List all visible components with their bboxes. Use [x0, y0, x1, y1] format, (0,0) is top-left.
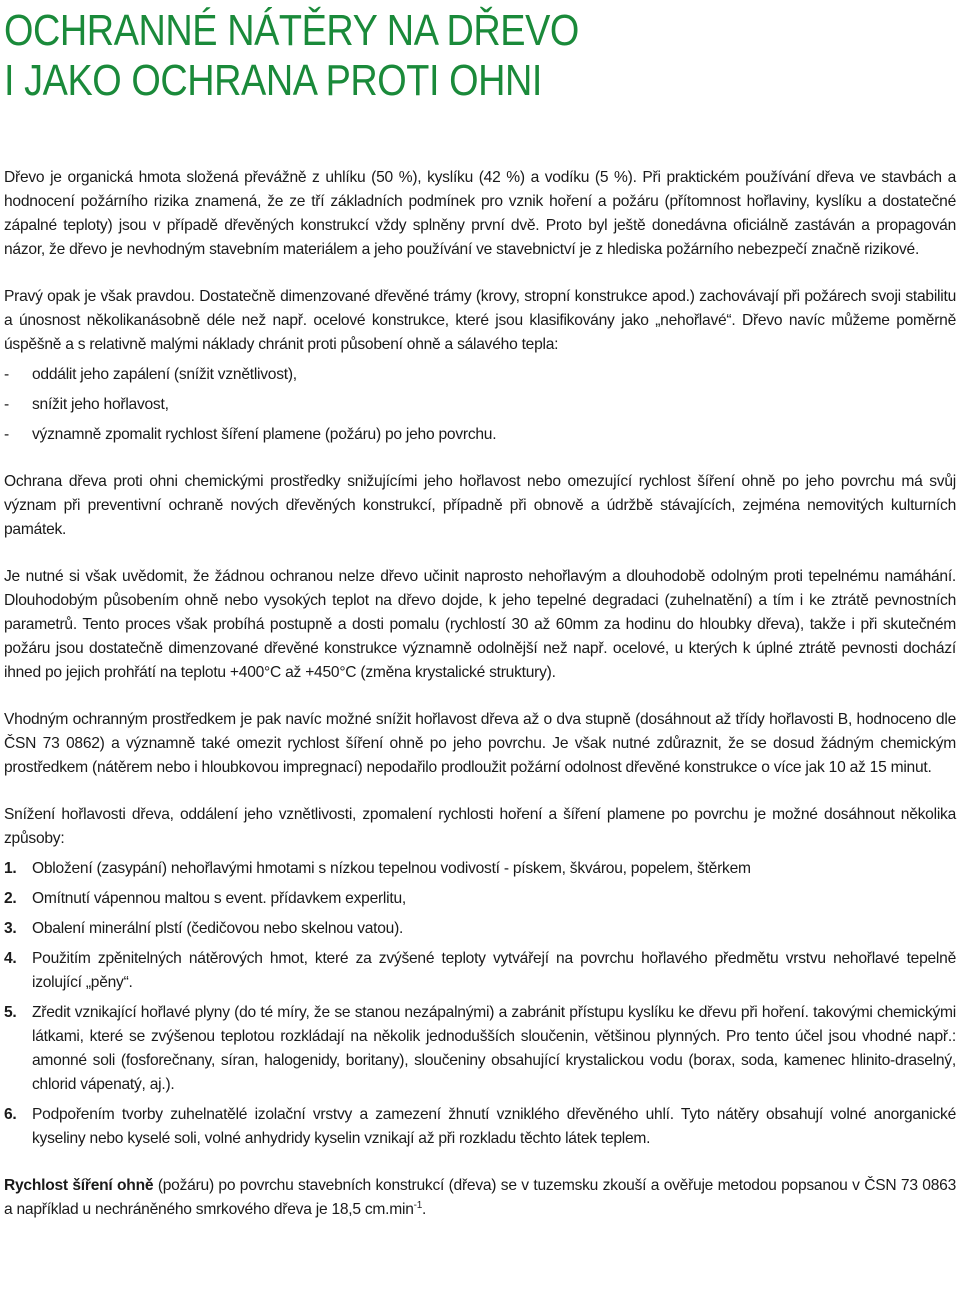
- list-item-text: Omítnutí vápennou maltou s event. přídavkem experlitu,: [32, 890, 406, 907]
- list-item-text: Obložení (zasypání) nehořlavými hmotami s nízkou tepelnou vodivostí - pískem, škvárou, popelem, štěrkem: [32, 860, 751, 877]
- list-item: [4, 393, 956, 417]
- unit-exponent: -1: [413, 1199, 423, 1211]
- paragraph-opposite: Pravý opak je však pravdou. Dostatečně dimenzované dřevěné trámy (krovy, stropní konstrukce apod.) zachovávají při požárech svoji stabilitu a únosnost několikanásobně déle než např. ocelové konstrukce, které jsou klasifikovány jako „nehořlavé“. Dřevo navíc můžeme poměrně úspěšně a s relativně malými náklady chránit proti působení ohně a sálavého tepla:: [4, 288, 956, 353]
- document-body: [4, 166, 956, 1222]
- list-item: [4, 887, 956, 911]
- list-number: 5.: [4, 1004, 17, 1021]
- paragraph-methods-intro: Snížení hořlavosti dřeva, oddálení jeho vznětlivosti, zpomalení rychlosti hoření a šíření plamene po povrchu je možné dosáhnout několika způsoby:: [4, 806, 956, 847]
- document-page: [4, 6, 956, 106]
- list-item: [4, 917, 956, 941]
- list-item: [4, 363, 956, 387]
- fire-spread-rate-text: (požáru) po povrchu stavebních konstrukcí (dřeva) se v tuzemsku zkouší a ověřuje metodou popsanou v ČSN 73 0863 a například u nechráněného smrkového dřeva je 18,5 cm.min: [4, 1177, 956, 1218]
- list-item-text: Obalení minerální plstí (čedičovou nebo skelnou vatou).: [32, 920, 404, 937]
- paragraph-limits: Je nutné si však uvědomit, že žádnou ochranou nelze dřevo učinit naprosto nehořlavým a dlouhodobě odolným proti tepelnému namáhání. Dlouhodobým působením ohně nebo vysokých teplot na dřevo dojde, k jeho tepelné degradaci (zuhelnatění) a tím i ke ztrátě pevnostních parametrů. Tento proces však probíhá postupně a dosti pomalu (rychlostí 30 až 60mm za hodinu do hloubky dřeva), takže i při skutečném požáru jsou dostatečně dimenzované dřevěné konstrukce významně odolnější než např. ocelové, u kterých k úplné ztrátě pevnosti dochází ihned po jejich prohřátí na teplotu +400°C až +450°C (změna krystalické struktury).: [4, 568, 956, 681]
- list-item: [4, 1001, 956, 1097]
- list-number: 1.: [4, 860, 17, 877]
- dash-marker: -: [4, 396, 9, 413]
- list-item: [4, 857, 956, 881]
- list-item-text: Podpořením tvorby zuhelnatělé izolační vrstvy a zamezení žhnutí vzniklého dřevěného uhlí. Tyto nátěry obsahují volné anorganické kyseliny nebo kyselé soli, volné anhydridy kyselin vznikají až při rozkladu těchto látek teplem.: [32, 1106, 956, 1147]
- list-number: 3.: [4, 920, 17, 937]
- list-item-text: Zředit vznikající hořlavé plyny (do té míry, že se stanou nezápalnými) a zabránit přístupu kyslíku ke dřevu při hoření. takovými chemickými látkami, které se zvýšenou teplotou rozkládají na několik jednodušších sloučenin, většinou plynných. Pro tento účel jsou vhodné např.: amonné soli (fosforečnany, síran, halogenidy, boritany), sloučeniny obsahující krystalickou vodu (borax, soda, kamenec hlinito-draselný, chlorid vápenatý, aj.).: [32, 1004, 956, 1093]
- list-number: 2.: [4, 890, 17, 907]
- fire-spread-rate-heading: Rychlost šíření ohně: [4, 1177, 154, 1194]
- page-title: [4, 6, 823, 106]
- list-item: [4, 1103, 956, 1151]
- paragraph-intro: Dřevo je organická hmota složená převážně z uhlíku (50 %), kyslíku (42 %) a vodíku (5 %). Při praktickém používání dřeva ve stavbách a hodnocení požárního rizika znamená, že ze tří základních podmínek pro vznik hoření a požáru (přítomnost hořlaviny, kyslíku a dostatečné zápalné teploty) jsou v případě dřevěných konstrukcí vždy splněny první dvě. Proto byl ještě donedávna oficiálně zastáván a propagován názor, že dřevo je nevhodným stavebním materiálem a jeho používání ve stavebnictví je z hlediska požárního nebezpečí značně rizikové.: [4, 169, 956, 258]
- paragraph-flammability-class: Vhodným ochranným prostředkem je pak navíc možné snížit hořlavost dřeva až o dva stupně (dosáhnout až třídy hořlavosti B, hodnoceno dle ČSN 73 0862) a významně také omezit rychlost šíření ohně po jeho povrchu. Je však nutné zdůraznit, že se dosud žádným chemickým prostředkem (nátěrem nebo i hloubkovou impregnací) nepodařilo prodloužit požární odolnost dřevěné konstrukce o více jak 10 až 15 minut.: [4, 711, 956, 776]
- paragraph-fire-spread-rate: [4, 1174, 956, 1222]
- list-number: 4.: [4, 950, 17, 967]
- dash-marker: -: [4, 426, 9, 443]
- list-item-text: významně zpomalit rychlost šíření plamene (požáru) po jeho povrchu.: [32, 426, 497, 443]
- paragraph-chemical-protection: Ochrana dřeva proti ohni chemickými prostředky snižujícími jeho hořlavost nebo omezující rychlost šíření ohně po jeho povrchu má svůj význam při preventivní ochraně nových dřevěných konstrukcí, případně při obnově a údržbě stávajících, zejména nemovitých kulturních památek.: [4, 473, 956, 538]
- sentence-end: .: [422, 1201, 427, 1218]
- list-item: [4, 423, 956, 447]
- list-item-text: snížit jeho hořlavost,: [32, 396, 169, 413]
- list-item-text: Použitím zpěnitelných nátěrových hmot, které za zvýšené teploty vytvářejí na povrchu hořlavého předmětu vrstvu nehořlavé tepelně izolující „pěny“.: [32, 950, 956, 991]
- list-number: 6.: [4, 1106, 17, 1123]
- methods-list: [4, 857, 956, 1151]
- list-item-text: oddálit jeho zapálení (snížit vznětlivost),: [32, 366, 297, 383]
- title-line-2: I JAKO OCHRANA PROTI OHNI: [4, 56, 543, 105]
- list-item: [4, 947, 956, 995]
- title-line-1: OCHRANNÉ NÁTĚRY NA DŘEVO: [4, 6, 579, 55]
- dash-marker: -: [4, 366, 9, 383]
- protection-goals-list: [4, 363, 956, 447]
